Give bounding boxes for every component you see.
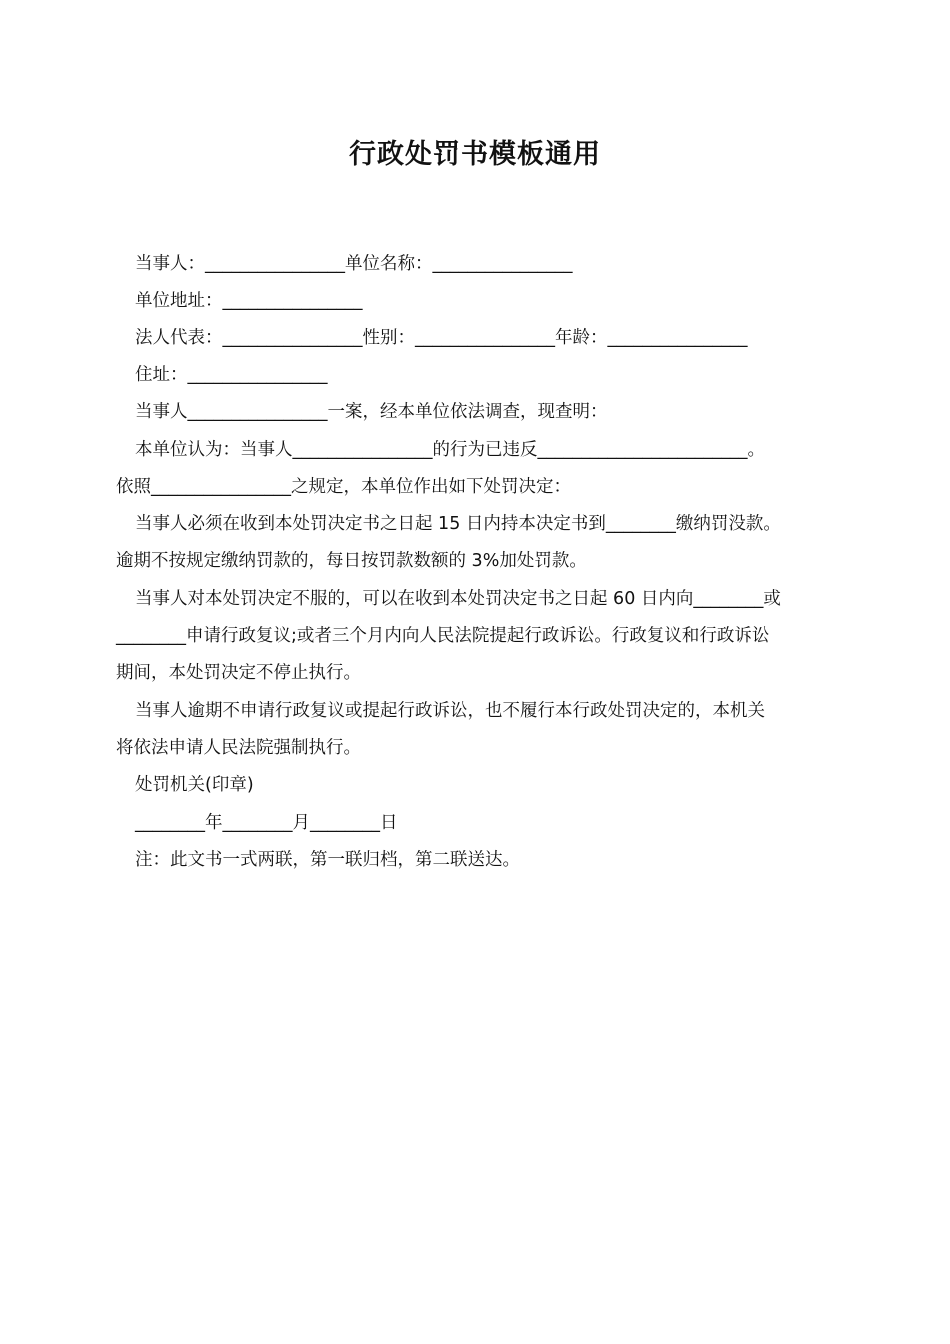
document-title: 行政处罚书模板通用 (349, 139, 601, 170)
penalty-authority-seal: 处罚机关(印章) (135, 775, 254, 795)
legal-basis-line: 依照________________之规定，本单位作出如下处罚决定： (116, 477, 571, 497)
late-penalty-line: 逾期不按规定缴纳罚款的，每日按罚款数额的 3%加处罚款。 (116, 551, 587, 571)
note-line: 注：此文书一式两联，第一联归档，第二联送达。 (135, 850, 520, 870)
date-line: ________年________月________日 (135, 813, 398, 833)
enforcement-line-1: 当事人逾期不申请行政复议或提起行政诉讼，也不履行本行政处罚决定的，本机关 (135, 701, 765, 721)
unit-address-line: 单位地址：________________ (135, 291, 363, 311)
party-line: 当事人：________________单位名称：________________ (135, 254, 573, 274)
case-finding-line: 当事人________________一案，经本单位依法调查，现查明： (135, 402, 608, 422)
violation-line: 本单位认为：当事人________________的行为已违反________________________。 (135, 440, 765, 460)
legal-representative-line: 法人代表：________________性别：________________年龄：________________ (135, 328, 748, 348)
enforcement-line-2: 将依法申请人民法院强制执行。 (116, 738, 361, 758)
residence-line: 住址：________________ (135, 365, 328, 385)
appeal-line-1: 当事人对本处罚决定不服的，可以在收到本处罚决定书之日起 60 日内向________或 (135, 589, 781, 609)
appeal-line-3: 期间，本处罚决定不停止执行。 (116, 663, 361, 683)
appeal-line-2: ________申请行政复议;或者三个月内向人民法院提起行政诉讼。行政复议和行政诉讼 (116, 626, 770, 646)
payment-deadline-line: 当事人必须在收到本处罚决定书之日起 15 日内持本决定书到________缴纳罚没款。 (135, 514, 781, 534)
